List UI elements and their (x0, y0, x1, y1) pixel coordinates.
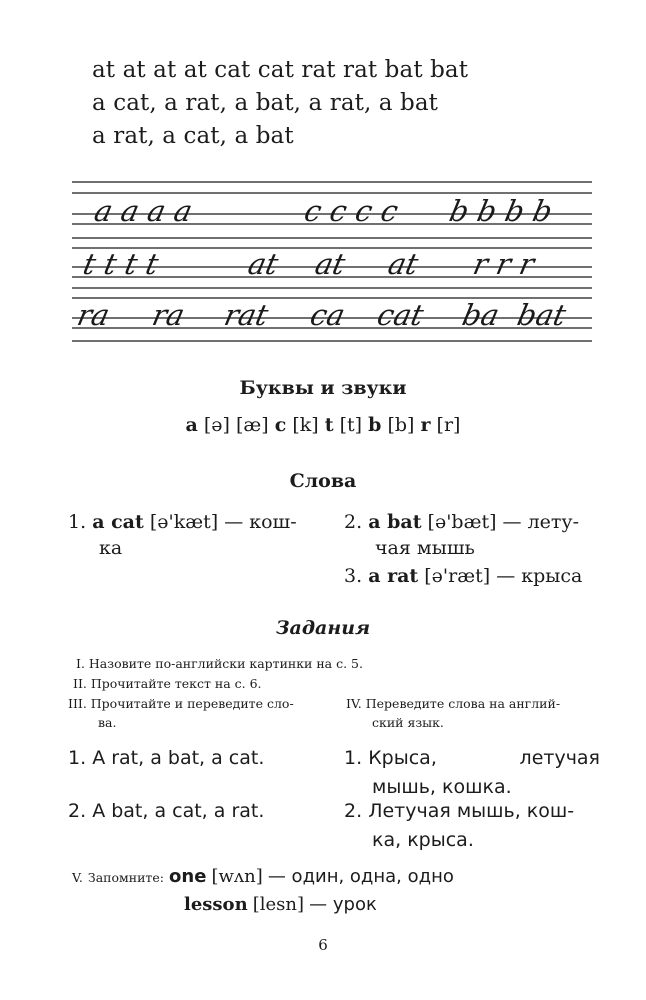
cursive-row3-cat: cat (374, 298, 427, 332)
memorize-word-one: one (169, 866, 207, 887)
letter-t: t (324, 414, 334, 436)
exercise-left-2-num: 2. (68, 800, 87, 822)
memorize-num: V. (72, 870, 83, 885)
sound-b: [b] (387, 414, 415, 436)
word-bat-meaning-2: чая мышь (375, 537, 475, 559)
exercise-right-2-num: 2. (344, 800, 363, 822)
word-rat-num: 3. (344, 565, 363, 587)
exercise-left-1-num: 1. (68, 747, 87, 769)
sound-t: [t] (339, 414, 363, 436)
cursive-row2-t: t t t t (80, 247, 162, 281)
memorize-lesson-trans: [lesn] (252, 894, 305, 915)
task-4-num: IV. (346, 696, 362, 711)
cursive-row3-ba: ba (459, 298, 503, 332)
letter-b: b (368, 414, 382, 436)
task-1 (76, 654, 556, 673)
exercise-right-1-line2: мышь, кошка. (372, 776, 512, 798)
memorize-one-trans: [wʌn] (211, 866, 263, 887)
sound-a-2: [æ] (236, 414, 269, 436)
word-cat-num: 1. (68, 511, 87, 533)
word-cat-meaning-2: ка (99, 537, 123, 559)
cursive-row2-at-2: at (312, 247, 349, 281)
word-rat-meaning: — крыса (496, 565, 583, 587)
task-2 (73, 674, 553, 693)
word-bat: a bat (368, 511, 422, 533)
tasks-heading: Задания (275, 617, 371, 639)
cursive-row3-rat: rat (221, 298, 272, 332)
sound-c: [k] (292, 414, 319, 436)
reading-line-2: a cat, a rat, a bat, a rat, a bat (92, 90, 438, 116)
page-number: 6 (318, 936, 328, 954)
reading-line-1: at at at at cat cat rat rat bat bat (92, 57, 469, 83)
reading-line-3: a rat, a cat, a bat (92, 123, 294, 149)
cursive-row1-c: c c c c (301, 194, 402, 228)
cursive-row3-ra-2: ra (149, 298, 188, 332)
word-rat: a rat (368, 565, 419, 587)
memorize-lesson-meaning: — урок (309, 894, 377, 915)
letters-sounds-line (0, 414, 646, 436)
task-4 (346, 694, 611, 732)
exercise-left-1-text: A rat, a bat, a cat. (92, 747, 265, 769)
exercise-right-1-num: 1. (344, 747, 363, 769)
cursive-row3-bat: bat (514, 298, 569, 332)
exercise-right-1-line1b: летучая (519, 747, 600, 769)
cursive-row1-b: b b b b (446, 194, 556, 228)
letters-heading: Буквы и звуки (239, 377, 407, 399)
cursive-row3-ra-1: ra (74, 298, 113, 332)
sound-a-1: [ə] (203, 414, 230, 436)
task-2-text: Прочитайте текст на с. 6. (90, 676, 262, 691)
words-heading: Слова (289, 470, 357, 492)
task-1-text: Назовите по-английски картинки на с. 5. (88, 656, 363, 671)
cursive-row2-at-3: at (385, 247, 422, 281)
memorize-one-meaning: — один, одна, одно (267, 866, 454, 887)
exercise-right-2 (344, 797, 606, 855)
word-bat-num: 2. (344, 511, 363, 533)
task-3-num: III. (68, 696, 87, 711)
exercise-right-1-line1a: Крыса, (368, 747, 437, 769)
cursive-row3-ca: ca (307, 298, 348, 332)
word-cat: a cat (92, 511, 144, 533)
exercise-left-1 (68, 744, 328, 773)
exercise-right-2-line2: ка, крыса. (372, 829, 474, 851)
task-2-num: II. (73, 676, 87, 691)
cursive-row1-a: a a a a (91, 194, 196, 228)
task-3-text-1: Прочитайте и переведите сло- (90, 696, 294, 711)
letter-r: r (420, 414, 431, 436)
task-3 (68, 694, 333, 732)
memorize-word-lesson: lesson (184, 894, 248, 915)
letter-c: c (274, 414, 287, 436)
cursive-copybook (72, 178, 592, 343)
word-cat-trans: [ə'kæt] (149, 511, 219, 533)
memorize-line-2 (184, 894, 377, 915)
word-rat-trans: [ə'ræt] (424, 565, 491, 587)
memorize-line-1 (72, 866, 454, 887)
exercise-right-2-line1: Летучая мышь, кош- (368, 800, 575, 822)
exercise-left-2 (68, 797, 328, 826)
task-1-num: I. (76, 656, 85, 671)
task-4-text-1: Переведите слова на англий- (365, 696, 561, 711)
cursive-row2-at-1: at (245, 247, 282, 281)
word-bat-trans: [ə'bæt] (427, 511, 497, 533)
exercise-left-2-text: A bat, a cat, a rat. (92, 800, 265, 822)
task-3-text-2: ва. (98, 715, 117, 730)
letter-a: a (185, 414, 198, 436)
exercise-right-1 (344, 744, 600, 802)
sound-r: [r] (436, 414, 461, 436)
cursive-row2-r: r r r (470, 247, 538, 281)
word-entry-cat (68, 509, 333, 561)
word-bat-meaning-1: — лету- (502, 511, 580, 533)
word-cat-meaning-1: — кош- (224, 511, 297, 533)
memorize-label: Запомните: (87, 870, 164, 885)
word-entry-bat (344, 509, 614, 589)
copybook-lines (72, 178, 592, 343)
task-4-text-2: ский язык. (372, 715, 444, 730)
